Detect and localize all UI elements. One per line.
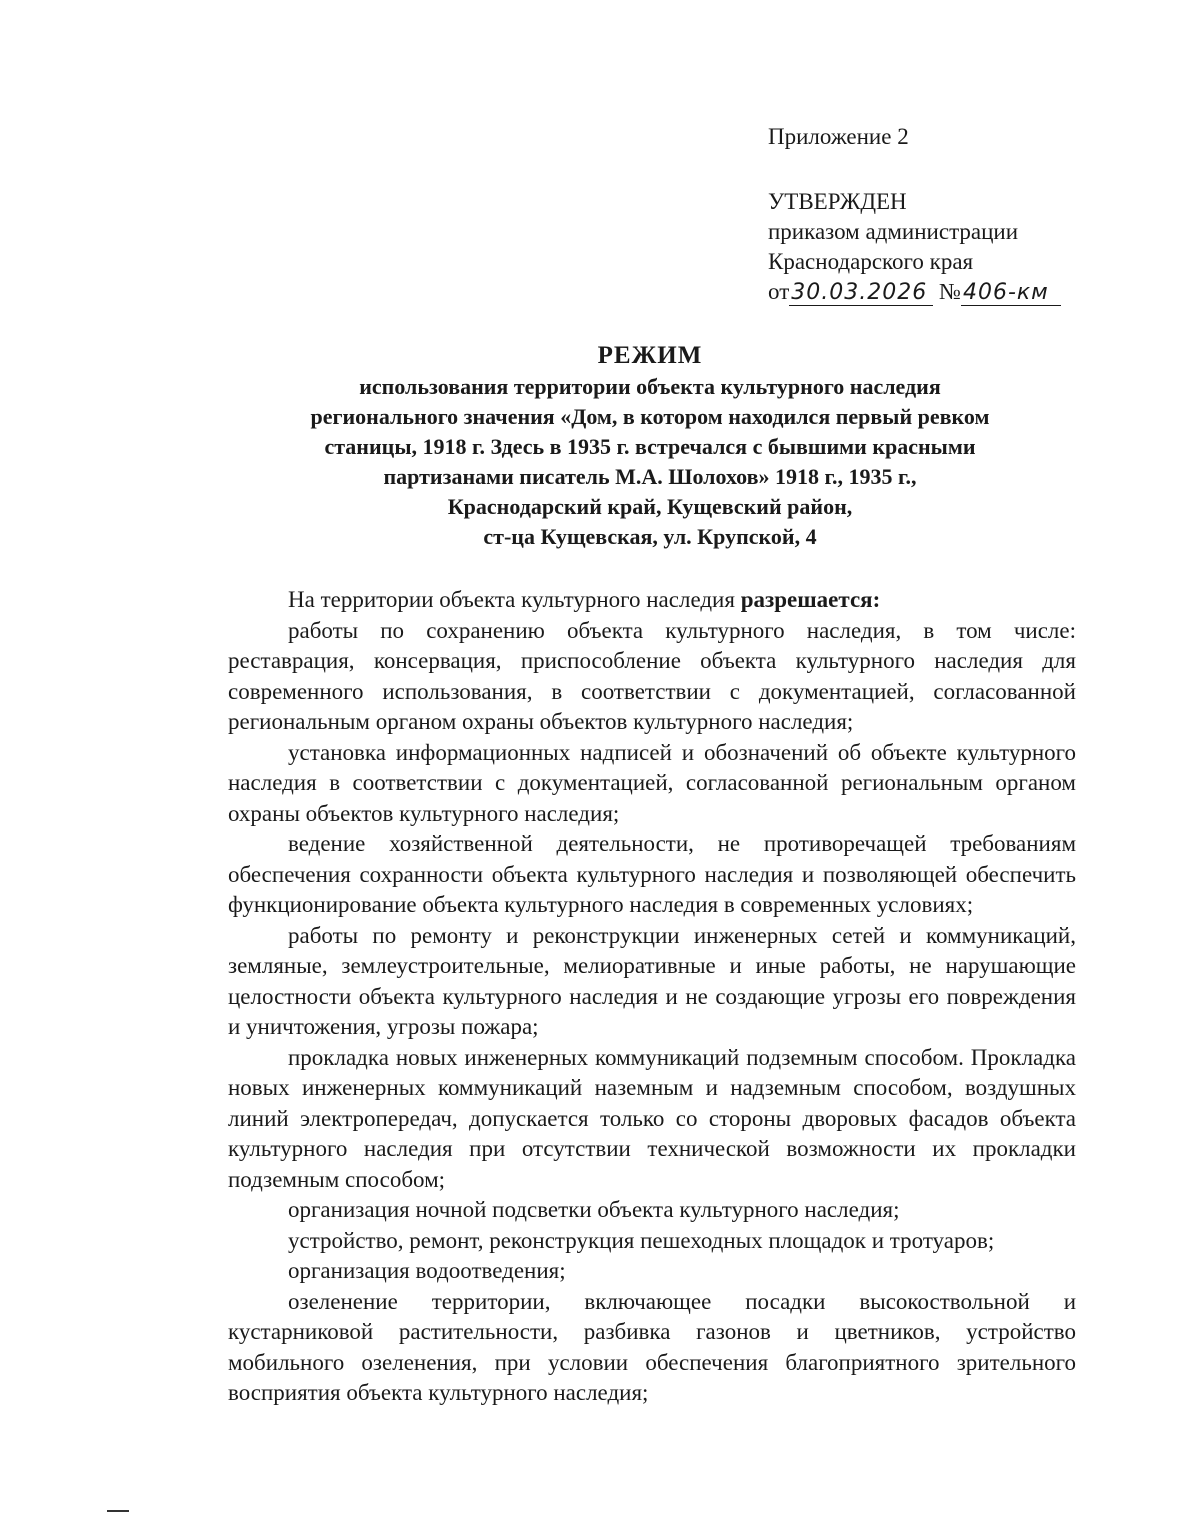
list-item: озеленение территории, включающее посадки высокоствольной и кустарниковой растительности, разбивка газонов и цветников, устройство мобильного озеленения, при условии обеспечения благоприятного зрительного восприятия объекта культурного наследия;	[228, 1288, 1076, 1405]
title-line-4: партизанами писатель М.А. Шолохов» 1918 г., 1935 г.,	[383, 464, 917, 489]
approved-heading: УТВЕРЖДЕН	[768, 189, 907, 214]
approved-by-line-2: Краснодарского края	[768, 249, 974, 274]
appendix-label: Приложение 2	[768, 124, 909, 149]
number-prefix: №	[939, 279, 961, 304]
list-item: прокладка новых инженерных коммуникаций подземным способом. Прокладка новых инженерных коммуникаций наземным и надземным способом, воздушных линий электропередач, допускается только со стороны дворовых фасадов объекта культурного наследия при отсутствии технической возможности их прокладки подземным способом;	[228, 1044, 1076, 1192]
list-item: установка информационных надписей и обозначений об объекте культурного наследия в соответствии с документацией, согласованной региональным органом охраны объектов культурного наследия;	[228, 739, 1076, 826]
title-line-2: регионального значения «Дом, в котором находился первый ревком	[310, 404, 990, 429]
list-item: устройство, ремонт, реконструкция пешеходных площадок и тротуаров;	[288, 1227, 995, 1253]
list-item: организация водоотведения;	[288, 1258, 566, 1283]
list-item: ведение хозяйственной деятельности, не противоречащей требованиям обеспечения сохранности объекта культурного наследия и позволяющей обеспечить функционирование объекта культурного наследия в современных условиях;	[228, 831, 1076, 917]
intro-paragraph	[228, 585, 1076, 616]
title-line-3: станицы, 1918 г. Здесь в 1935 г. встречался с бывшими красными	[324, 434, 976, 459]
approved-by-line-1: приказом администрации	[768, 219, 1019, 244]
title-line-5: Краснодарский край, Кущевский район,	[447, 494, 853, 519]
list-item: работы по ремонту и реконструкции инженерных сетей и коммуникаций, земляные, землеустроительные, мелиоративные и иные работы, не нарушающие целостности объекта культурного наследия и не создающие угрозы его повреждения и уничтожения, угрозы пожара;	[228, 922, 1076, 1039]
title-line-1: использования территории объекта культурного наследия	[359, 374, 941, 399]
title-line-6: ст-ца Кущевская, ул. Крупской, 4	[483, 524, 817, 549]
document-body	[228, 585, 1076, 1409]
handwritten-date: 30.03.2026	[789, 281, 933, 306]
approval-date-line	[768, 277, 1061, 307]
handwritten-number: 406-км	[961, 281, 1061, 306]
scan-mark	[107, 1510, 129, 1512]
intro-text: На территории объекта культурного наследия	[288, 587, 735, 612]
list-item: работы по сохранению объекта культурного наследия, в том числе: реставрация, консервация, приспособление объекта культурного наследия для современного использования, в соответствии с документацией, согласованной региональным органом охраны объектов культурного наследия;	[228, 617, 1076, 734]
approval-block	[768, 187, 1061, 307]
list-item: организация ночной подсветки объекта культурного наследия;	[288, 1197, 900, 1222]
title-main: РЕЖИМ	[597, 342, 703, 369]
date-prefix: от	[768, 279, 790, 304]
document-title	[200, 340, 1100, 552]
intro-bold: разрешается:	[740, 587, 881, 612]
title-subtitle	[200, 372, 1100, 552]
